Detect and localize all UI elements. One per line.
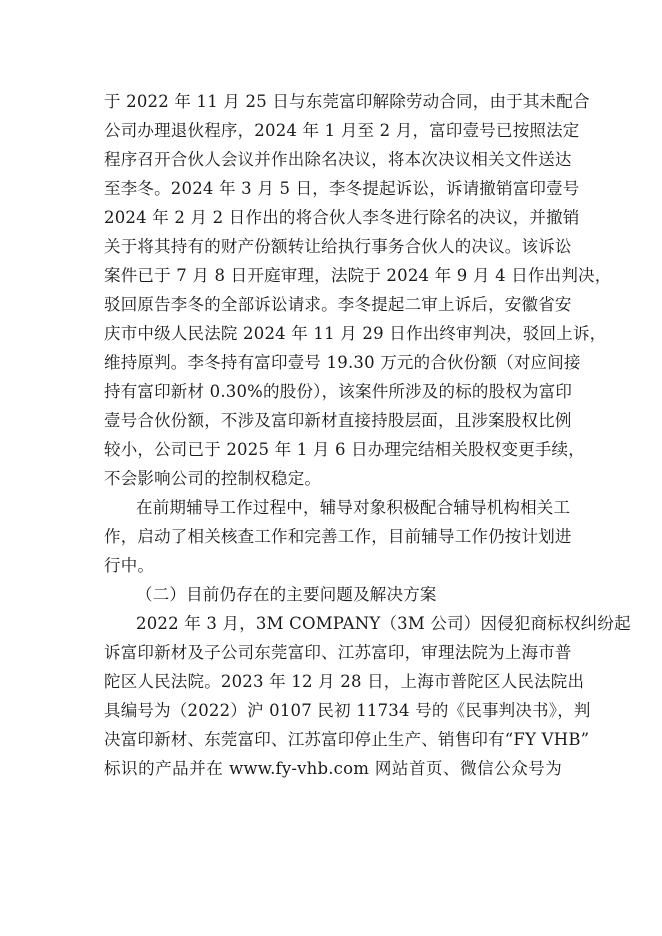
- text-line: 具编号为（2022）沪 0107 民初 11734 号的《民事判决书》，判: [104, 701, 591, 720]
- text-line: 标识的产品并在 www.fy-vhb.com 网站首页、微信公众号为: [104, 759, 562, 778]
- text-line: 至李冬。2024 年 3 月 5 日，李冬提起诉讼，诉请撤销富印壹号: [104, 179, 580, 198]
- section-heading: （二）目前仍存在的主要问题及解决方案: [136, 585, 437, 604]
- text-line: 驳回原告李冬的全部诉讼请求。李冬提起二审上诉后，安徽省安: [104, 295, 572, 314]
- text-line: 庆市中级人民法院 2024 年 11 月 29 日作出终审判决，驳回上诉，: [104, 324, 607, 343]
- text-line: 维持原判。李冬持有富印壹号 19.30 万元的合伙份额（对应间接: [104, 353, 581, 372]
- text-line: 公司办理退伙程序，2024 年 1 月至 2 月，富印壹号已按照法定: [104, 121, 580, 140]
- text-line: 壹号合伙份额，不涉及富印新材直接持股层面，且涉案股权比例: [104, 411, 572, 430]
- text-line: 决富印新材、东莞富印、江苏富印停止生产、销售印有“FY VHB”: [104, 730, 590, 749]
- paragraph-first-line: 在前期辅导工作过程中，辅导对象积极配合辅导机构相关工: [136, 498, 571, 517]
- text-line: 行中。: [104, 556, 155, 575]
- paragraph-first-line: 2022 年 3 月，3M COMPANY（3M 公司）因侵犯商标权纠纷起: [136, 614, 631, 633]
- text-line: 作，启动了相关核查工作和完善工作，目前辅导工作仍按计划进: [104, 527, 572, 546]
- text-line: 程序召开合伙人会议并作出除名决议，将本次决议相关文件送达: [104, 150, 572, 169]
- text-line: 陀区人民法院。2023 年 12 月 28 日，上海市普陀区人民法院出: [104, 672, 585, 691]
- text-line: 较小，公司已于 2025 年 1 月 6 日办理完结相关股权变更手续，: [104, 440, 585, 459]
- text-line: 不会影响公司的控制权稳定。: [104, 469, 322, 488]
- text-line: 持有富印新材 0.30%的股份），该案件所涉及的标的股权为富印: [104, 382, 573, 401]
- text-line: 2024 年 2 月 2 日作出的将合伙人李冬进行除名的决议，并撤销: [104, 208, 580, 227]
- text-line: 关于将其持有的财产份额转让给执行事务合伙人的决议。该诉讼: [104, 237, 572, 256]
- text-line: 案件已于 7 月 8 日开庭审理，法院于 2024 年 9 月 4 日作出判决，: [104, 266, 612, 285]
- text-line: 诉富印新材及子公司东莞富印、江苏富印，审理法院为上海市普: [104, 643, 572, 662]
- text-line: 于 2022 年 11 月 25 日与东莞富印解除劳动合同，由于其未配合: [104, 92, 590, 111]
